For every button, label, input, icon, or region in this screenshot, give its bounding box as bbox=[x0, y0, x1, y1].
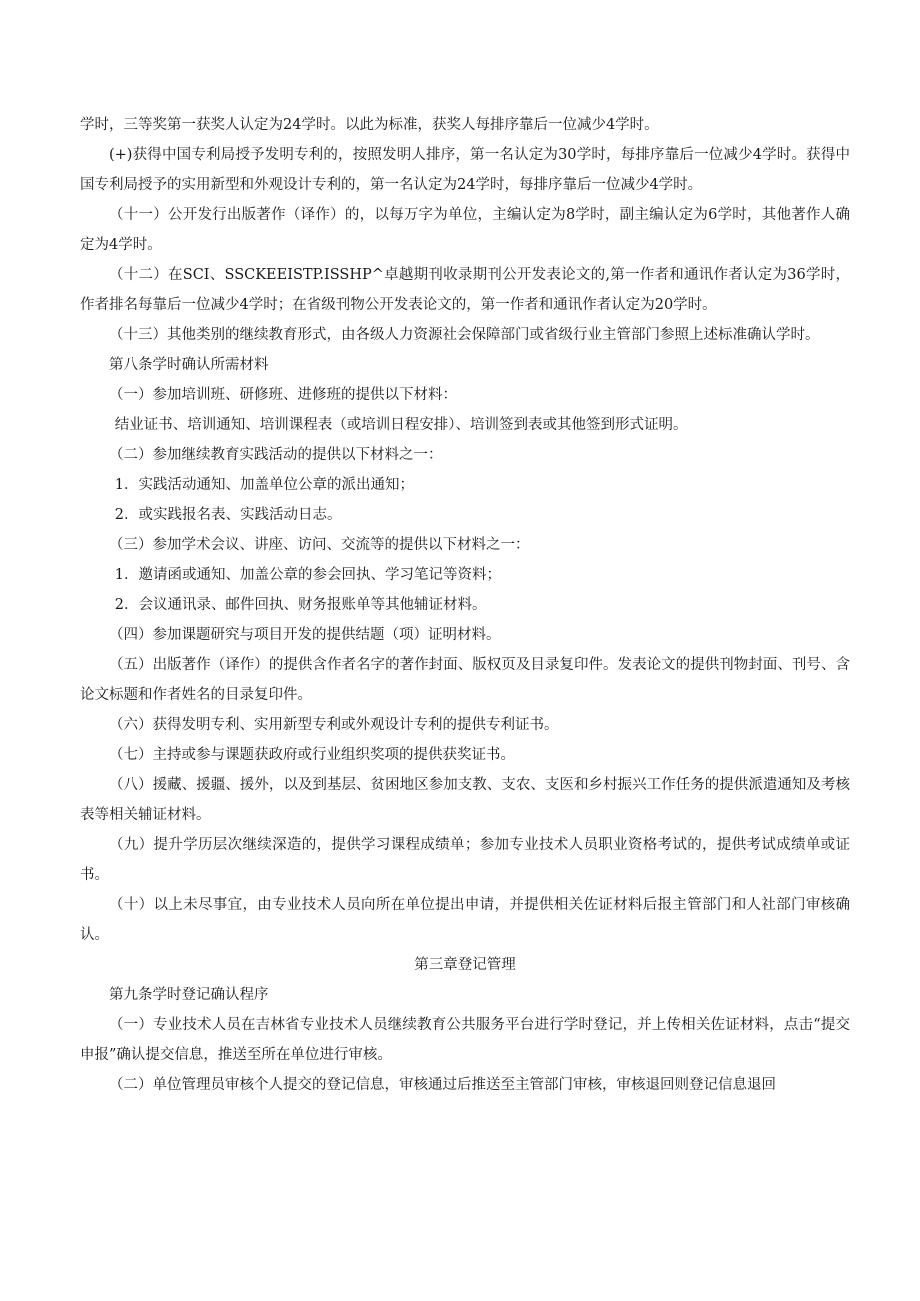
article-8-item-1: （一）参加培训班、研修班、进修班的提供以下材料： bbox=[109, 387, 457, 403]
paragraph-other-forms: （十三）其他类别的继续教育形式，由各级人力资源社会保障部门或省级行业主管部门参照上述标准确认学时。 bbox=[109, 327, 820, 343]
article-8-item-3-sub-1: 1．邀请函或通知、加盖公章的参会回执、学习笔记等资料； bbox=[114, 567, 502, 583]
article-9-item-2: （二）单位管理员审核个人提交的登记信息，审核通过后推送至主管部门审核，审核退回则登记信息退回 bbox=[109, 1077, 776, 1093]
chapter-3-title: 第三章登记管理 bbox=[414, 957, 516, 973]
paragraph-patent-hours: (+)获得中国专利局授予发明专利的，按照发明人排序，第一名认定为30学时，每排序靠后一位减少4学时。获得中国专利局授予的实用新型和外观设计专利的，第一名认定为24学时，每排序靠后一位减少4学时。 bbox=[80, 147, 850, 193]
paragraph-publication-hours: （十一）公开发行出版著作（译作）的，以每万字为单位，主编认定为8学时，副主编认定为6学时，其他著作人确定为4学时。 bbox=[80, 207, 850, 253]
article-8-item-2: （二）参加继续教育实践活动的提供以下材料之一： bbox=[109, 447, 443, 463]
article-8-item-2-sub-1: 1．实践活动通知、加盖单位公章的派出通知； bbox=[114, 477, 415, 493]
article-8-item-5: （五）出版著作（译作）的提供含作者名字的著作封面、版权页及目录复印件。发表论文的提供刊物封面、刊号、含论文标题和作者姓名的目录复印件。 bbox=[80, 657, 850, 703]
paragraph-third-prize-hours: 学时，三等奖第一获奖人认定为24学时。以此为标准，获奖人每排序靠后一位减少4学时。 bbox=[80, 117, 659, 133]
article-8-item-7: （七）主持或参与课题获政府或行业组织奖项的提供获奖证书。 bbox=[109, 747, 515, 763]
paragraph-paper-hours: （十二）在SCI、SSCKEEISTP.ISSHP^卓越期刊收录期刊公开发表论文的,第一作者和通讯作者认定为36学时，作者排名每靠后一位减少4学时；在省级刊物公开发表论文的，第一作者和通讯作者认定为20学时。 bbox=[80, 267, 850, 313]
article-8-item-1-detail: 结业证书、培训通知、培训课程表（或培训日程安排）、培训签到表或其他签到形式证明。 bbox=[114, 417, 688, 433]
document-page bbox=[80, 110, 850, 1100]
article-8-item-6: （六）获得发明专利、实用新型专利或外观设计专利的提供专利证书。 bbox=[109, 717, 559, 733]
article-8-item-2-sub-2: 2．或实践报名表、实践活动日志。 bbox=[114, 507, 342, 523]
article-9-item-1: （一）专业技术人员在吉林省专业技术人员继续教育公共服务平台进行学时登记，并上传相关佐证材料，点击“提交申报”确认提交信息，推送至所在单位进行审核。 bbox=[80, 1017, 850, 1063]
article-8-item-10: （十）以上未尽事宜，由专业技术人员向所在单位提出申请，并提供相关佐证材料后报主管部门和人社部门审核确认。 bbox=[80, 897, 850, 943]
article-9-title: 第九条学时登记确认程序 bbox=[109, 987, 269, 1003]
article-8-item-3-sub-2: 2．会议通讯录、邮件回执、财务报账单等其他辅证材料。 bbox=[114, 597, 487, 613]
article-8-title: 第八条学时确认所需材料 bbox=[109, 357, 269, 373]
article-8-item-9: （九）提升学历层次继续深造的，提供学习课程成绩单；参加专业技术人员职业资格考试的，提供考试成绩单或证书。 bbox=[80, 837, 850, 883]
article-8-item-8: （八）援藏、援疆、援外，以及到基层、贫困地区参加支教、支农、支医和乡村振兴工作任务的提供派遣通知及考核表等相关辅证材料。 bbox=[80, 777, 850, 823]
article-8-item-4: （四）参加课题研究与项目开发的提供结题（项）证明材料。 bbox=[109, 627, 501, 643]
article-8-item-3: （三）参加学术会议、讲座、访问、交流等的提供以下材料之一： bbox=[109, 537, 530, 553]
